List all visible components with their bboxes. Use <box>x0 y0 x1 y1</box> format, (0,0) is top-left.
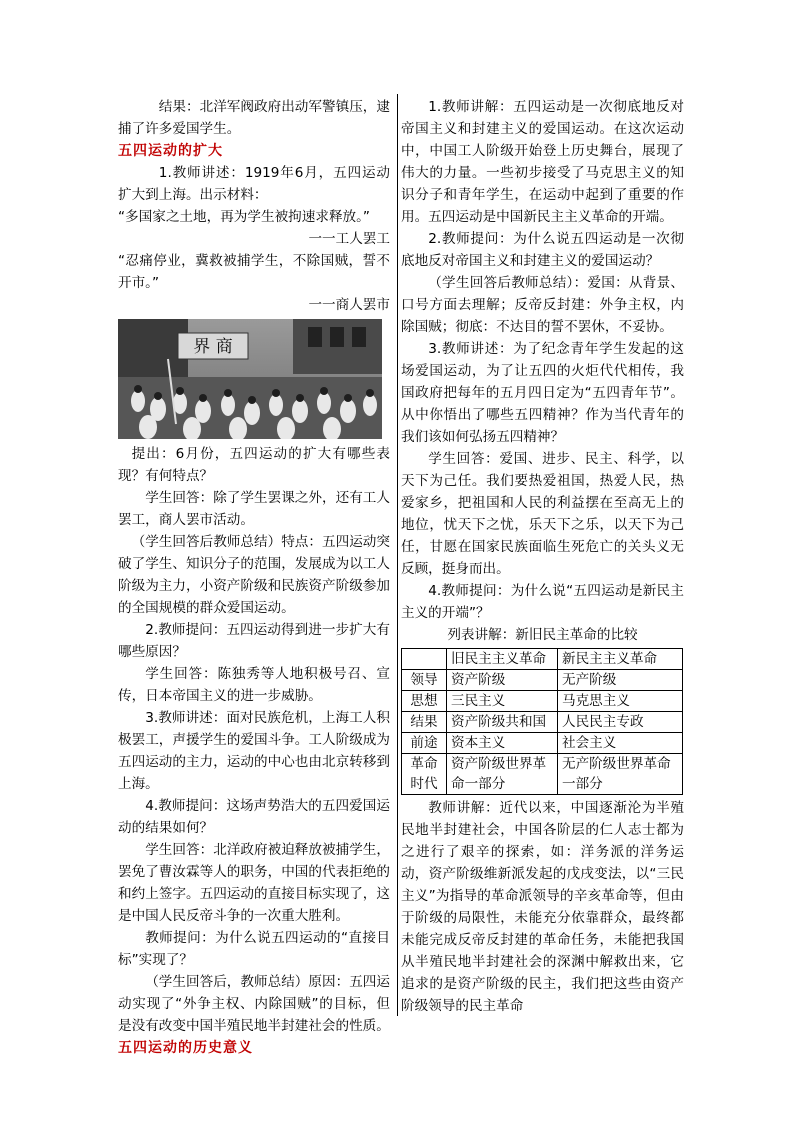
table-cell: 革命时代 <box>402 754 447 795</box>
teacher-question-4: 4.教师提问：这场声势浩大的五四爱国运动的结果如何？ <box>118 798 390 836</box>
teacher-question-r4: 4.教师提问：为什么说“五四运动是新民主主义的开端”？ <box>401 583 684 621</box>
table-cell: 社会主义 <box>558 733 683 754</box>
teacher-narration-1: 1.教师讲述：1919年6月，五四运动扩大到上海。出示材料： <box>118 165 390 203</box>
left-column <box>118 96 390 1059</box>
table-cell: 资产阶级世界革命一部分 <box>447 754 558 795</box>
student-answer-r3: 学生回答：爱国、进步、民主、科学，以天下为己任。我们要热爱祖国，热爱人民，热爱家乡，把祖国和人民的利益摆在至高无上的地位，忧天下之忧，乐天下之乐，以天下为己任，甘愿在国家民族面临生死危亡的关头义无反顾，挺身而出。 <box>401 451 684 577</box>
student-answer-1: 学生回答：除了学生罢课之外，还有工人罢工，商人罢市活动。 <box>118 490 390 528</box>
question-expansion-features: 提出：6月份，五四运动的扩大有哪些表现？有何特点？ <box>118 446 390 484</box>
table-caption: 列表讲解：新旧民主革命的比较 <box>447 627 638 643</box>
historical-photo <box>118 319 382 439</box>
table-cell: 资本主义 <box>447 733 558 754</box>
revolution-comparison-table <box>401 648 683 795</box>
table-cell: 资产阶级 <box>447 670 558 691</box>
table-cell: 无产阶级世界革命一部分 <box>558 754 683 795</box>
table-cell: 人民民主专政 <box>558 712 683 733</box>
teacher-narration-3: 3.教师讲述：面对民族危机，上海工人积极罢工，声援学生的爱国斗争。工人阶级成为五四运动的主力，运动的中心也由北京转移到上海。 <box>118 710 390 792</box>
teacher-summary-r2: （学生回答后教师总结）：爱国：从背景、口号方面去理解；反帝反封建：外争主权，内除国贼；彻底：不达目的誓不罢休，不妥协。 <box>401 275 684 335</box>
quote-workers: “多国家之土地，再为学生被拘速求释放。” <box>118 209 370 225</box>
table-cell: 资产阶级共和国 <box>447 712 558 733</box>
table-cell: 三民主义 <box>447 691 558 712</box>
result-paragraph: 结果：北洋军阀政府出动军警镇压，逮捕了许多爱国学生。 <box>118 99 390 137</box>
column-divider <box>397 94 398 1016</box>
teacher-question-r2: 2.教师提问：为什么说五四运动是一次彻底地反对帝国主义和封建主义的爱国运动？ <box>401 231 684 269</box>
student-answer-4: 学生回答：北洋政府被迫释放被捕学生，罢免了曹汝霖等人的职务，中国的代表拒绝的和约上签字。五四运动的直接目标实现了，这是中国人民反帝斗争的一次重大胜利。 <box>118 842 390 924</box>
table-cell: 马克思主义 <box>558 691 683 712</box>
table-cell: 无产阶级 <box>558 670 683 691</box>
right-column <box>401 96 684 1017</box>
quote-workers-source: 一一工人罢工 <box>308 231 390 247</box>
table-row <box>402 670 683 691</box>
table-row <box>402 712 683 733</box>
teacher-explanation-1: 1.教师讲解：五四运动是一次彻底地反对帝国主义和封建主义的爱国运动。在这次运动中，中国工人阶级开始登上历史舞台，展现了伟大的力量。一些初步接受了马克思主义的知识分子和青年学生，在运动中起到了重要的作用。五四运动是中国新民主主义革命的开端。 <box>401 99 684 225</box>
table-header-cell: 旧民主主义革命 <box>447 649 558 670</box>
table-header-cell <box>402 649 447 670</box>
teacher-question-2: 2.教师提问：五四运动得到进一步扩大有哪些原因？ <box>118 622 390 660</box>
student-answer-2: 学生回答：陈独秀等人地积极号召、宣传，日本帝国主义的进一步威胁。 <box>118 666 390 704</box>
teacher-summary-1: （学生回答后教师总结）特点：五四运动突破了学生、知识分子的范围，发展成为以工人阶级为主力，小资产阶级和民族资产阶级参加的全国规模的群众爱国运动。 <box>118 534 390 616</box>
section-heading-significance: 五四运动的历史意义 <box>118 1040 253 1056</box>
teacher-explanation-5: 教师讲解：近代以来，中国逐渐沦为半殖民地半封建社会，中国各阶层的仁人志士都为之进行了艰辛的探索，如：洋务派的洋务运动，资产阶级维新派发起的戊戌变法，以“三民主义”为指导的革命派领导的辛亥革命等，但由于阶级的局限性，未能充分依靠群众，最终都未能完成反帝反封建的革命任务，未能把我国从半殖民地半封建社会的深渊中解救出来，它追求的是资产阶级的民主，我们把这些由资产阶级领导的民主革命 <box>401 800 684 1014</box>
table-row <box>402 754 683 795</box>
teacher-narration-r3: 3.教师讲述：为了纪念青年学生发起的这场爱国运动，为了让五四的火炬代代相传，我国政府把每年的五月四日定为“五四青年节”。从中你悟出了哪些五四精神？作为当代青年的我们该如何弘扬五四精神？ <box>401 341 684 445</box>
section-heading-expansion: 五四运动的扩大 <box>118 143 223 159</box>
quote-merchants-source: 一一商人罢市 <box>308 297 390 313</box>
table-cell: 领导 <box>402 670 447 691</box>
table-row <box>402 691 683 712</box>
table-header-row <box>402 649 683 670</box>
teacher-question-5: 教师提问：为什么说五四运动的“直接目标”实现了？ <box>118 930 390 968</box>
table-cell: 思想 <box>402 691 447 712</box>
table-cell: 结果 <box>402 712 447 733</box>
table-header-cell: 新民主主义革命 <box>558 649 683 670</box>
table-cell: 前途 <box>402 733 447 754</box>
table-row <box>402 733 683 754</box>
crowd-photo-image <box>118 319 382 439</box>
quote-merchants: “忍痛停业，冀救被捕学生，不除国贼，誓不开市。” <box>118 253 390 291</box>
teacher-summary-5: （学生回答后，教师总结）原因：五四运动实现了“外争主权、内除国贼”的目标，但是没有改变中国半殖民地半封建社会的性质。 <box>118 974 390 1034</box>
photo-banner-text: 界 商 <box>193 337 233 357</box>
